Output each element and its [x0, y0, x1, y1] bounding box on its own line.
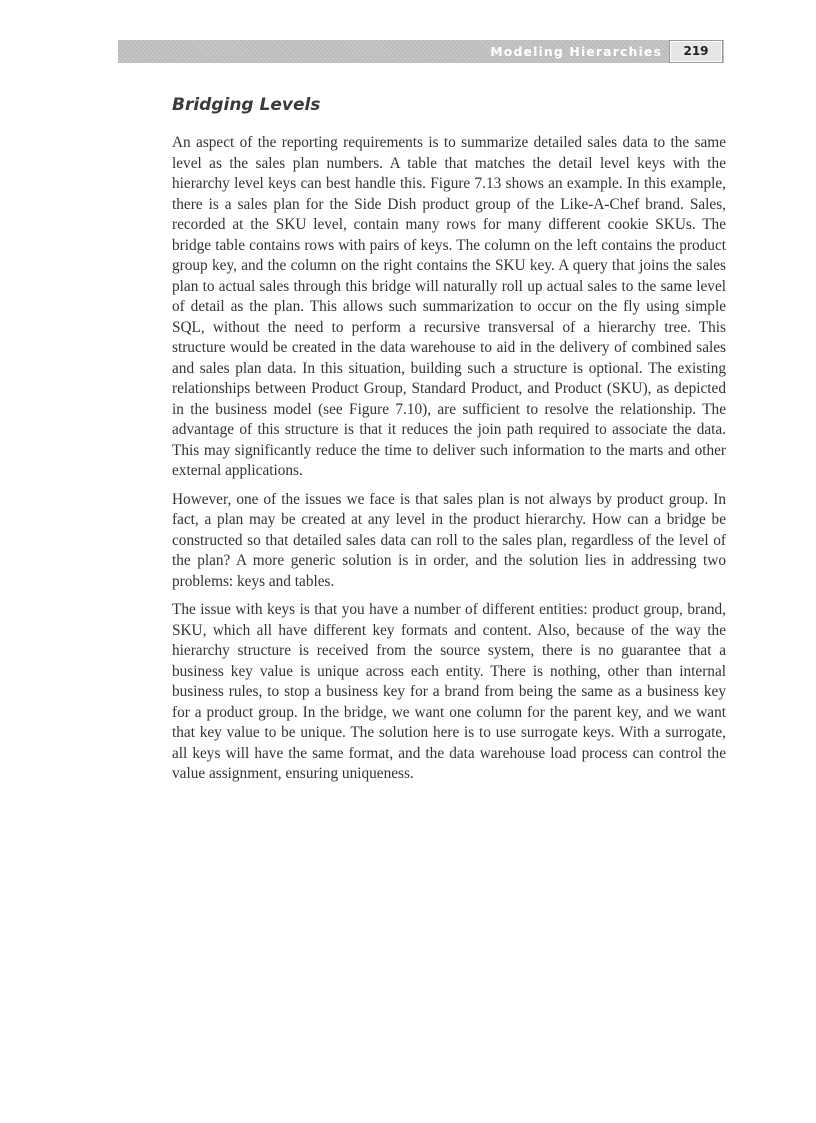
page-number: 219: [670, 41, 722, 62]
running-title: Modeling Hierarchies: [490, 44, 662, 59]
section-heading: Bridging Levels: [172, 95, 321, 115]
body-text: [172, 133, 726, 793]
paragraph-2: However, one of the issues we face is that sales plan is not always by product group. In fact, a plan may be created at any level in the product hierarchy. How can a bridge be constructed so that detailed sales data can roll to the sales plan, regardless of the level of the plan? A more generic solution is in order, and the solution lies in addressing two problems: keys and tables.: [172, 490, 726, 590]
paragraph-1: An aspect of the reporting requirements is to summarize detailed sales data to the same level as the sales plan numbers. A table that matches the detail level keys with the hierarchy level keys can best handle this. Figure 7.13 shows an example. In this example, there is a sales plan for the Side Dish product group of the Like-A-Chef brand. Sales, recorded at the SKU level, contain many rows for many different cookie SKUs. The bridge table contains rows with pairs of keys. The column on the left contains the product group key, and the column on the right contains the SKU key. A query that joins the sales plan to actual sales through this bridge will naturally roll up actual sales to the same level of detail as the plan. This allows such summarization to occur on the fly using simple SQL, without the need to perform a recursive transversal of a hierarchy tree. This structure would be created in the data warehouse to aid in the delivery of combined sales and sales plan data. In this situation, building such a structure is optional. The existing relationships between Product Group, Standard Product, and Product (SKU), as depicted in the business model (see Figure 7.10), are sufficient to resolve the relationship. The advantage of this structure is that it reduces the join path required to associate the data. This may significantly reduce the time to deliver such information to the marts and other external applications.: [172, 134, 726, 479]
paragraph-3: The issue with keys is that you have a number of different entities: product group, brand, SKU, which all have different key formats and content. Also, because of the way the hierarchy structure is received from the source system, there is no guarantee that a business key value is unique across each entity. There is nothing, other than internal business rules, to stop a business key for a brand from being the same as a business key for a product group. In the bridge, we want one column for the parent key, and we want that key value to be unique. The solution here is to use surrogate keys. With a surrogate, all keys will have the same format, and the data warehouse load process can control the value assignment, ensuring uniqueness.: [172, 601, 726, 782]
running-header: [118, 40, 724, 63]
